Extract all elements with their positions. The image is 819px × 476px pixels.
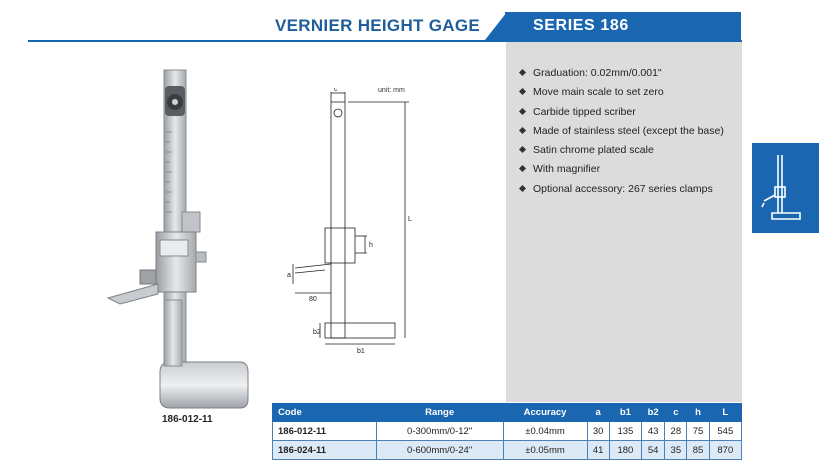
bullet-icon <box>519 146 526 153</box>
spec-table <box>272 403 742 460</box>
table-cell: 180 <box>609 441 641 460</box>
table-cell: 75 <box>687 422 709 441</box>
table-cell: 43 <box>642 422 665 441</box>
table-cell: 0-300mm/0-12" <box>376 422 503 441</box>
feature-item: Move main scale to set zero <box>520 83 724 102</box>
table-cell: ±0.05mm <box>503 441 587 460</box>
bullet-icon <box>519 165 526 172</box>
col-header: b1 <box>609 404 641 422</box>
dim-c: c <box>334 88 338 93</box>
feature-list <box>520 64 724 199</box>
feature-item: Optional accessory: 267 series clamps <box>520 180 724 199</box>
col-header: L <box>709 404 741 422</box>
bullet-icon <box>519 69 526 76</box>
col-header: Code <box>273 404 377 422</box>
table-cell: 41 <box>587 441 609 460</box>
col-header: h <box>687 404 709 422</box>
series-label: SERIES 186 <box>533 17 629 34</box>
dim-a: a <box>287 272 291 279</box>
table-cell: 186-024-11 <box>273 441 377 460</box>
unit-label: unit: mm <box>378 87 405 94</box>
bullet-icon <box>519 88 526 95</box>
col-header: a <box>587 404 609 422</box>
height-gage-photo <box>100 62 260 412</box>
feature-item: Carbide tipped scriber <box>520 103 724 122</box>
feature-item: Graduation: 0.02mm/0.001" <box>520 64 724 83</box>
table-cell: 85 <box>687 441 709 460</box>
bullet-icon <box>519 127 526 134</box>
dimension-drawing <box>285 88 425 358</box>
table-cell: 28 <box>665 422 687 441</box>
dim-L: L <box>408 216 412 223</box>
bullet-icon <box>519 185 526 192</box>
col-header: c <box>665 404 687 422</box>
page-title: VERNIER HEIGHT GAGE <box>275 16 481 35</box>
dim-80: 80 <box>309 296 317 303</box>
dim-b1: b1 <box>357 348 365 355</box>
photo-caption: 186-012-11 <box>162 414 213 425</box>
table-row <box>273 441 742 460</box>
table-row <box>273 422 742 441</box>
feature-item: Made of stainless steel (except the base) <box>520 122 724 141</box>
table-cell: 135 <box>609 422 641 441</box>
table-cell: 54 <box>642 441 665 460</box>
col-header: b2 <box>642 404 665 422</box>
table-cell: 0-600mm/0-24" <box>376 441 503 460</box>
table-cell: 35 <box>665 441 687 460</box>
category-tab[interactable] <box>752 143 819 233</box>
dim-b2: b2 <box>313 329 321 336</box>
table-header-row <box>273 404 742 422</box>
col-header: Range <box>376 404 503 422</box>
bullet-icon <box>519 108 526 115</box>
series-notch <box>485 12 507 40</box>
feature-item: With magnifier <box>520 160 724 179</box>
dim-h: h <box>369 242 373 249</box>
table-cell: 30 <box>587 422 609 441</box>
table-cell: ±0.04mm <box>503 422 587 441</box>
col-header: Accuracy <box>503 404 587 422</box>
table-cell: 870 <box>709 441 741 460</box>
feature-item: Satin chrome plated scale <box>520 141 724 160</box>
table-cell: 545 <box>709 422 741 441</box>
table-cell: 186-012-11 <box>273 422 377 441</box>
height-gage-icon <box>752 143 819 233</box>
